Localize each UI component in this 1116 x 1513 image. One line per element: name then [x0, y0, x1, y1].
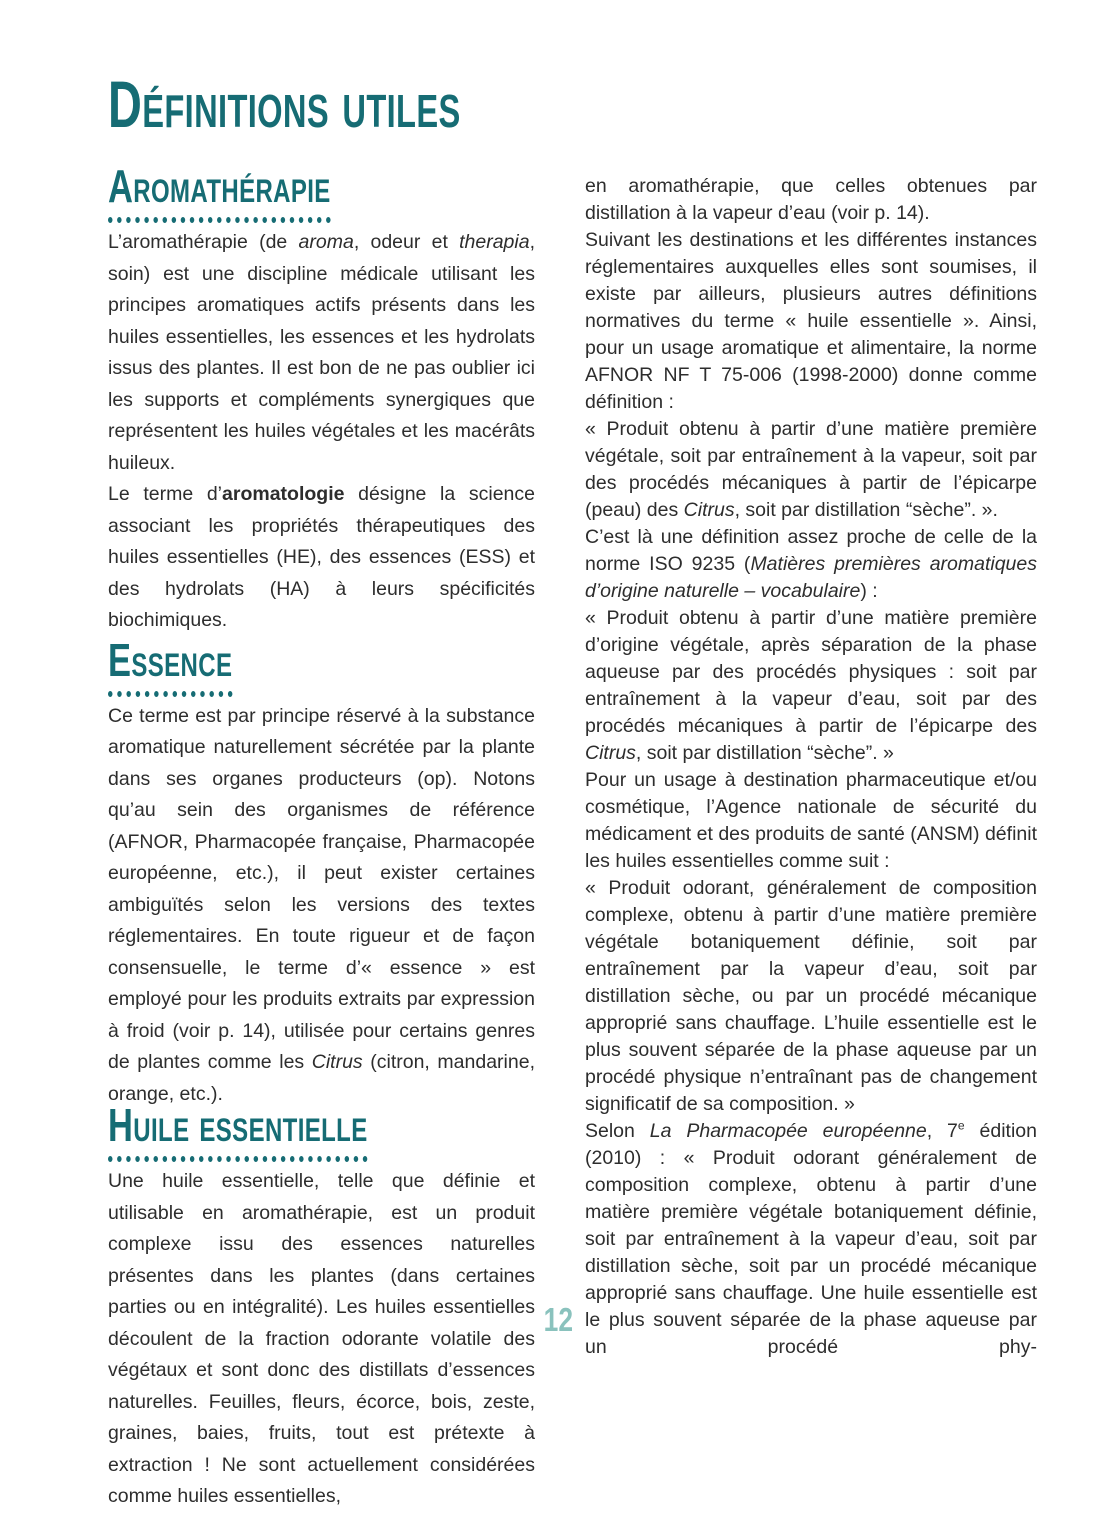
- text-run: , soin) est une discipline médicale utilisant les principes aromatiques actifs présents dans les huiles essentielles, les essences et les hydrolats issus des plantes. Il est bon de ne pas oublier ici les supports et compléments synergiques que représentent les huiles végétales et les macérâts huileux.: [108, 231, 535, 474]
- paragraph: [108, 1166, 535, 1513]
- text-run: L’aromathérapie (de: [108, 231, 299, 253]
- text-run: (citron, mandarine, orange, etc.).: [108, 1051, 535, 1105]
- paragraph: [585, 605, 1037, 767]
- italic-text: aroma: [298, 231, 354, 253]
- paragraph: [108, 479, 535, 637]
- right-column: [585, 173, 1037, 1361]
- text-run: Une huile essentielle, telle que définie et utilisable en aromathérapie, est un produit complexe issu des essences naturelles présentes dans les plantes (dans certaines parties ou en intégralité). Les huiles essentielles découlent de la fraction odorante volatile des végétaux et sont donc des distillats d’essences naturelles. Feuilles, fleurs, écorce, bois, zeste, graines, baies, fruits, tout est prétexte à extraction ! Ne sont actuellement considérées comme huiles essentielles,: [108, 1170, 535, 1507]
- italic-text: Citrus: [683, 499, 735, 521]
- text-run: Le terme d’: [108, 483, 223, 505]
- italic-text: therapia: [459, 231, 530, 253]
- section-heading: [108, 633, 535, 697]
- paragraph: [585, 173, 1037, 227]
- paragraph: [585, 227, 1037, 416]
- italic-text: Matières premières aromatiques d’origine naturelle – vocabulaire: [585, 553, 1038, 602]
- text-run: , soit par distillation “sèche”. »: [635, 742, 894, 764]
- text-run: « Produit obtenu à partir d’une matière première végétale, soit par entraînement à la vapeur, soit par des procédés mécaniques à partir de l’épicarpe (peau) des: [585, 418, 1037, 521]
- paragraph: [585, 875, 1037, 1118]
- bold-text: aromatologie: [222, 483, 345, 505]
- text-run: , soit par distillation “sèche”. ».: [734, 499, 998, 521]
- paragraph: [108, 227, 535, 479]
- italic-text: Citrus: [585, 742, 636, 764]
- page-footer: [0, 1303, 1116, 1336]
- section-heading-text: Aromathérapie: [108, 163, 331, 223]
- text-run: Suivant les destinations et les différentes instances réglementaires auxquelles elles sont soumises, il existe par ailleurs, plusieurs autres définitions normatives du terme « huile essentielle ». Ainsi, pour un usage aromatique et alimentaire, la norme AFNOR NF T 75-006 (1998-2000) donne comme définition :: [585, 229, 1037, 413]
- section-heading-text: Huile essentielle: [108, 1102, 368, 1162]
- text-run: Ce terme est par principe réservé à la substance aromatique naturellement sécrétée par la plante dans ses organes producteurs (op). Notons qu’au sein des organismes de référence (AFNOR, Pharmacopée française, Pharmacopée européenne, etc.), il peut exister certaines ambiguïtés selon les versions des textes réglementaires. En toute rigueur et de façon consensuelle, le terme d’« essence » est employé pour les produits extraits par expression à froid (voir p. 14), utilisée pour certains genres de plantes comme les: [108, 704, 535, 1073]
- text-run: ) :: [860, 580, 878, 602]
- page-number: 12: [543, 1301, 573, 1338]
- text-run: « Produit odorant, généralement de composition complexe, obtenu à partir d’une matière première végétale botaniquement définie, soit par entraînement par la vapeur d’eau, soit par distillation sèche, ou par un procédé mécanique approprié sans chauffage. L’huile essentielle est le plus souvent séparée de la phase aqueuse par un procédé physique n’entraînant pas de changement significatif de sa composition. »: [585, 877, 1037, 1115]
- paragraph: [108, 701, 535, 1111]
- text-run: Pour un usage à destination pharmaceutique et/ou cosmétique, l’Agence nationale de sécurité du médicament et des produits de santé (ANSM) définit les huiles essentielles comme suit :: [585, 769, 1037, 872]
- text-run: édition (2010) : « Produit odorant généralement de composition complexe, obtenu à partir d’une matière première végétale botaniquement définie, soit par entraînement à la vapeur d’eau, soit par distillation sèche, soit par un procédé mécanique approprié sans chauffage. Une huile essentielle est le plus souvent séparée de la phase aqueuse par un procédé phy-: [585, 1120, 1037, 1358]
- text-run: « Produit obtenu à partir d’une matière première d’origine végétale, après séparation de la phase aqueuse par des procédés physiques : soit par entraînement à la vapeur d’eau, soit par des procédés mécaniques à partir de l’épicarpe des: [585, 607, 1037, 737]
- page-title-text: Définitions utiles: [108, 67, 461, 141]
- text-run: désigne la science associant les propriétés thérapeutiques des huiles essentielles (HE), des essences (ESS) et des hydrolats (HA) à leurs spécificités biochimiques.: [108, 483, 535, 631]
- section-heading-text: Essence: [108, 637, 232, 697]
- text-run: en aromathérapie, que celles obtenues par distillation à la vapeur d’eau (voir p. 14).: [585, 175, 1037, 224]
- page-title: [108, 67, 605, 141]
- text-run: , odeur et: [353, 231, 460, 253]
- italic-text: Citrus: [311, 1051, 363, 1073]
- text-run: , 7: [926, 1120, 958, 1142]
- text-run: Selon: [585, 1120, 650, 1142]
- text-run: C’est là une définition assez proche de celle de la norme ISO 9235 (: [585, 526, 1037, 575]
- section-heading: [108, 1099, 535, 1162]
- section-heading: [108, 160, 535, 223]
- superscript-text: e: [957, 1118, 965, 1133]
- paragraph: [585, 767, 1037, 875]
- italic-text: La Pharmacopée européenne: [649, 1120, 927, 1142]
- paragraph: [585, 416, 1037, 524]
- paragraph: [585, 524, 1037, 605]
